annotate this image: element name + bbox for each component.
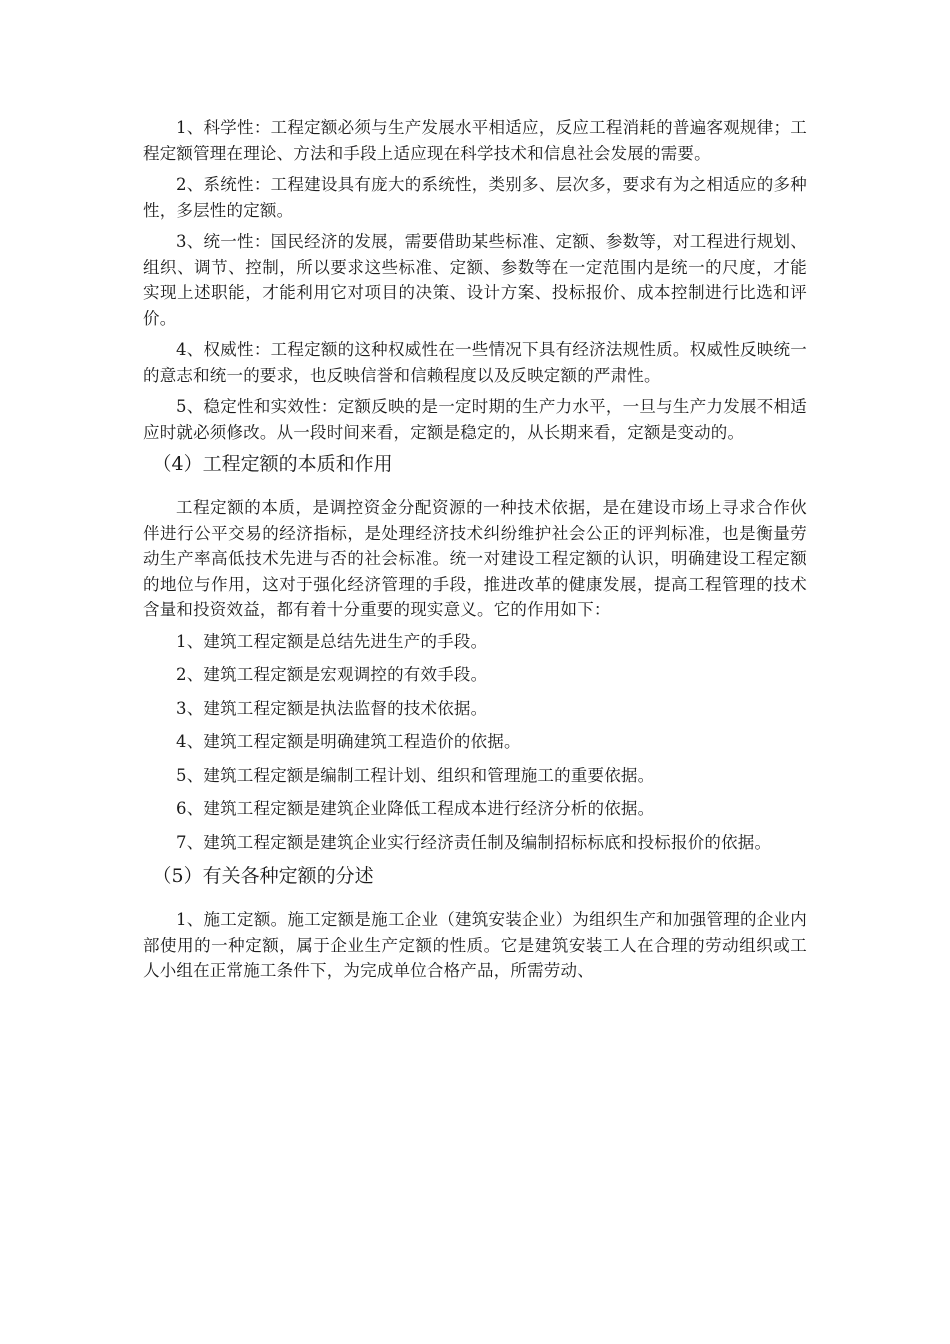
list-item: 3、建筑工程定额是执法监督的技术依据。 [176, 698, 488, 718]
list-item: 6、建筑工程定额是建筑企业降低工程成本进行经济分析的依据。 [176, 799, 655, 818]
list-item: 5、建筑工程定额是编制工程计划、组织和管理施工的重要依据。 [176, 765, 655, 785]
paragraph-scientific: 1、科学性：工程定额必须与生产发展水平相适应，反应工程消耗的普遍客观规律；工程定额管理在理论、方法和手段上适应现在科学技术和信息社会发展的需要。 [143, 118, 807, 163]
section-heading-4: （4）工程定额的本质和作用 [152, 453, 393, 475]
paragraph-unified: 3、统一性：国民经济的发展，需要借助某些标准、定额、参数等，对工程进行规划、组织、调节、控制，所以要求这些标准、定额、参数等在一定范围内是统一的尺度，才能实现上述职能，才能利用它对项目的决策、设计方案、投标报价、成本控制进行比选和评价。 [143, 232, 807, 328]
paragraph-authority: 4、权威性：工程定额的这种权威性在一些情况下具有经济法规性质。权威性反映统一的意志和统一的要求，也反映信誉和信赖程度以及反映定额的严肃性。 [143, 340, 807, 385]
list-item: 7、建筑工程定额是建筑企业实行经济责任制及编制招标标底和投标报价的依据。 [176, 832, 772, 852]
section-heading-5: （5）有关各种定额的分述 [152, 865, 374, 887]
paragraph-systematic: 2、系统性：工程建设具有庞大的系统性，类别多、层次多，要求有为之相适应的多种性，多层性的定额。 [143, 175, 807, 220]
paragraph-stability: 5、稳定性和实效性：定额反映的是一定时期的生产力水平，一旦与生产力发展不相适应时就必须修改。从一段时间来看，定额是稳定的，从长期来看，定额是变动的。 [143, 397, 807, 442]
document-page [143, 115, 807, 990]
paragraph-essence: 工程定额的本质，是调控资金分配资源的一种技术依据，是在建设市场上寻求合作伙伴进行公平交易的经济指标，是处理经济技术纠纷维护社会公正的评判标准，也是衡量劳动生产率高低技术先进与否的社会标准。统一对建设工程定额的认识，明确建设工程定额的地位与作用，这对于强化经济管理的手段，推进改革的健康发展，提高工程管理的技术含量和投资效益，都有着十分重要的现实意义。它的作用如下： [143, 498, 807, 619]
paragraph-construction-quota: 1、施工定额。施工定额是施工企业（建筑安装企业）为组织生产和加强管理的企业内部使用的一种定额，属于企业生产定额的性质。它是建筑安装工人在合理的劳动组织或工人小组在正常施工条件下，为完成单位合格产品，所需劳动、 [143, 910, 807, 980]
list-item: 4、建筑工程定额是明确建筑工程造价的依据。 [176, 732, 521, 751]
list-item: 2、建筑工程定额是宏观调控的有效手段。 [176, 665, 488, 684]
list-item: 1、建筑工程定额是总结先进生产的手段。 [176, 631, 488, 651]
